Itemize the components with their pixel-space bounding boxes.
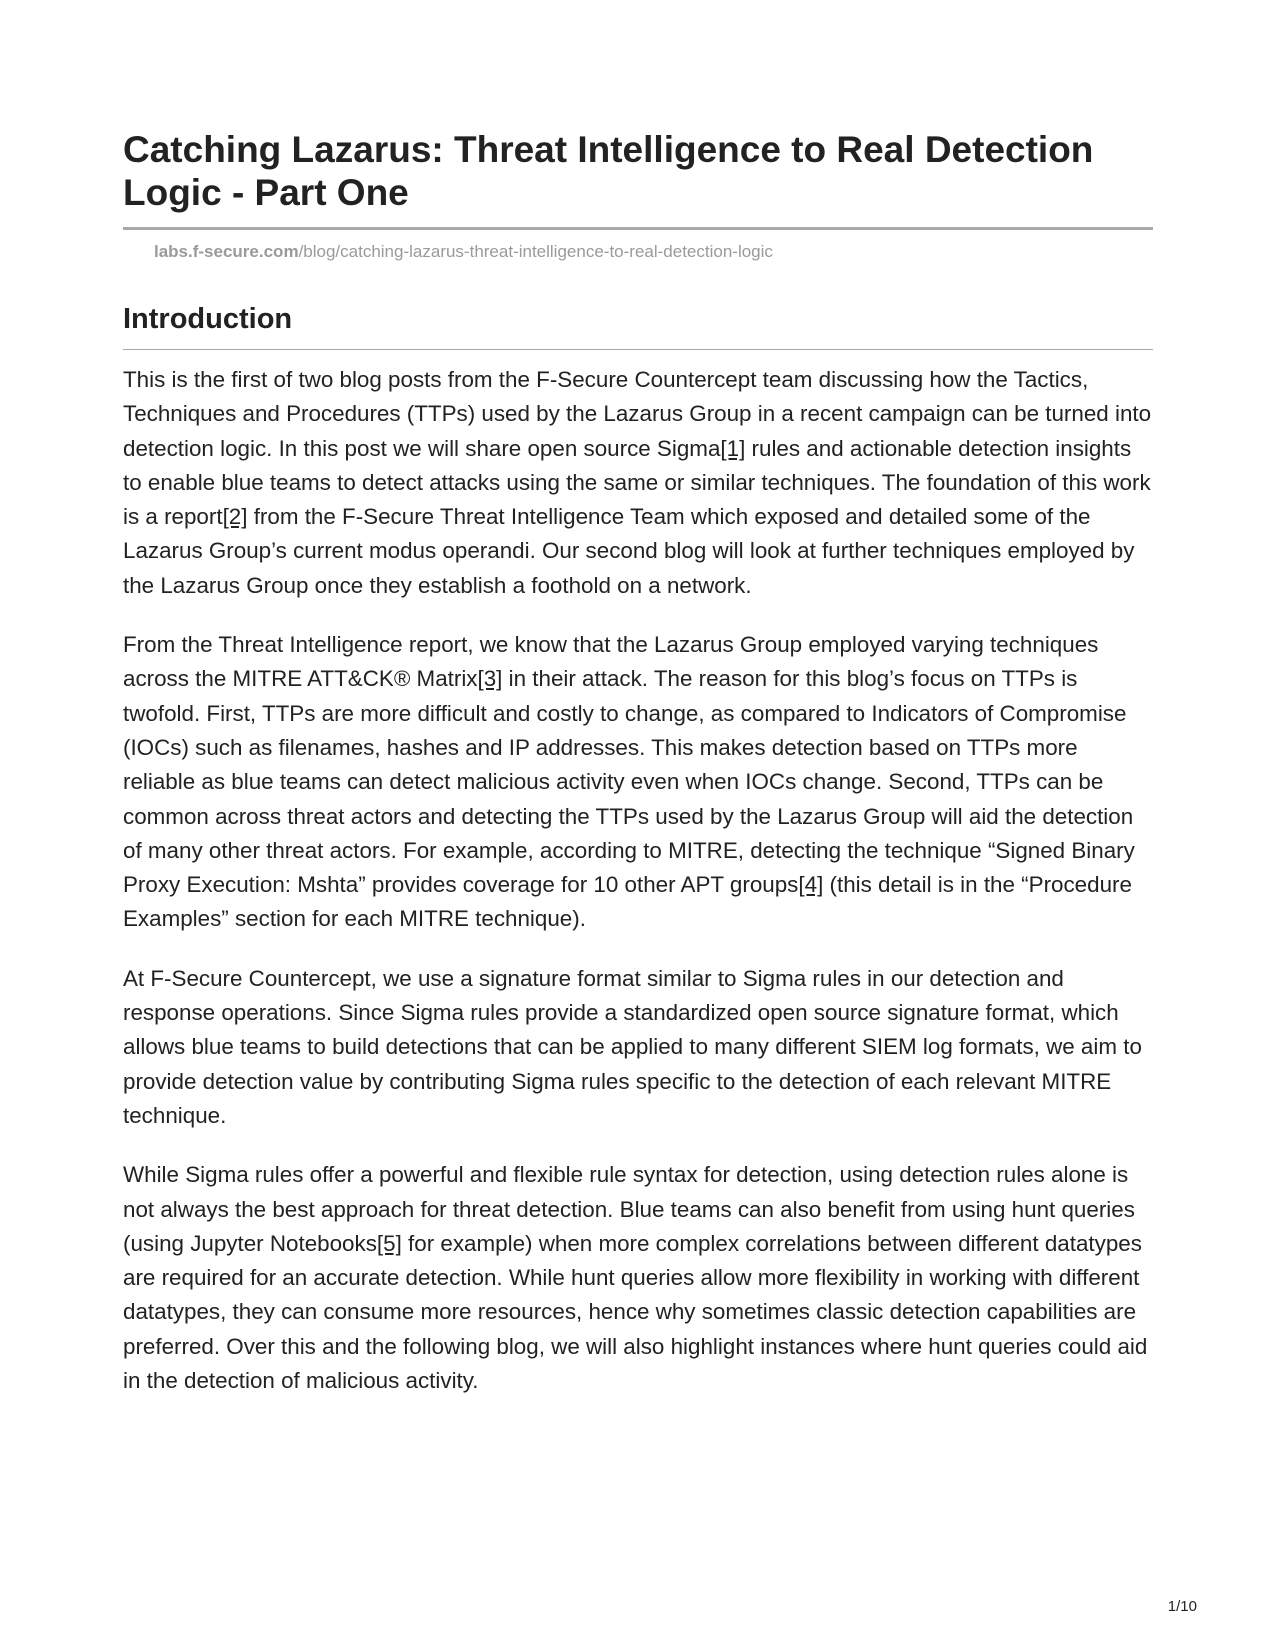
source-domain[interactable]: labs.f-secure.com [154,242,299,261]
reference-link-2[interactable]: [2] [222,504,248,530]
paragraph-text: From the Threat Intelligence report, we know that the Lazarus Group employed varying techniques across the MITRE ATT&CK® Matrix [123,632,1099,692]
paragraph-text: from the F-Secure Threat Intelligence Team which exposed and detailed some of the Lazarus Group’s current modus operandi. Our second blog will look at further techniques employed by the Lazarus Group once they establish a foothold on a network. [123,504,1135,598]
source-path[interactable]: /blog/catching-lazarus-threat-intelligence-to-real-detection-logic [298,242,773,261]
paragraph-2 [123,628,1153,937]
section-heading-introduction: Introduction [123,303,293,335]
page-number: 1/10 [1167,1598,1197,1615]
paragraph-text: (this detail is in the “Procedure Examples” section for each MITRE technique). [123,872,1132,932]
paragraph-4 [123,1158,1153,1398]
paragraph-3 [123,962,1153,1133]
section-divider [123,349,1153,350]
source-url[interactable] [154,241,1153,263]
paragraph-text: in their attack. The reason for this blog’s focus on TTPs is twofold. First, TTPs are more difficult and costly to change, as compared to Indicators of Compromise (IOCs) such as filenames, hashes and IP addresses. This makes detection based on TTPs more reliable as blue teams can detect malicious activity even when IOCs change. Second, TTPs can be common across threat actors and detecting the TTPs used by the Lazarus Group will aid the detection of many other threat actors. For example, according to MITRE, detecting the technique “Signed Binary Proxy Execution: Mshta” provides coverage for 10 other APT groups [123,666,1135,898]
reference-link-1[interactable]: [1] [720,435,746,461]
paragraph-text: rules and actionable detection insights to enable blue teams to detect attacks using the same or similar techniques. The foundation of this work is a report [123,435,1151,530]
paragraph-1 [123,363,1153,603]
page-title: Catching Lazarus: Threat Intelligence to Real Detection Logic - Part One [123,129,1094,213]
title-divider [123,227,1153,230]
reference-link-4[interactable]: [4] [798,872,824,898]
paragraph-text: While Sigma rules offer a powerful and flexible rule syntax for detection, using detection rules alone is not always the best approach for threat detection. Blue teams can also benefit from using hunt queries (using Jupyter Notebooks [123,1162,1135,1256]
document-page [123,128,1153,1398]
reference-link-5[interactable]: [5] [376,1230,402,1256]
paragraph-text: for example) when more complex correlations between different datatypes are required for an accurate detection. While hunt queries allow more flexibility in working with different datatypes, they can consume more resources, hence why sometimes classic detection capabilities are preferred. Over this and the following blog, we will also highlight instances where hunt queries could aid in the detection of malicious activity. [123,1230,1148,1394]
reference-link-3[interactable]: [3] [477,666,503,692]
paragraph-text: At F-Secure Countercept, we use a signature format similar to Sigma rules in our detection and response operations. Since Sigma rules provide a standardized open source signature format, which allows blue teams to build detections that can be applied to many different SIEM log formats, we aim to provide detection value by contributing Sigma rules specific to the detection of each relevant MITRE technique. [123,965,1142,1128]
paragraph-text: This is the first of two blog posts from the F-Secure Countercept team discussing how the Tactics, Techniques and Procedures (TTPs) used by the Lazarus Group in a recent campaign can be turned into detection logic. In this post we will share open source Sigma [123,367,1152,461]
